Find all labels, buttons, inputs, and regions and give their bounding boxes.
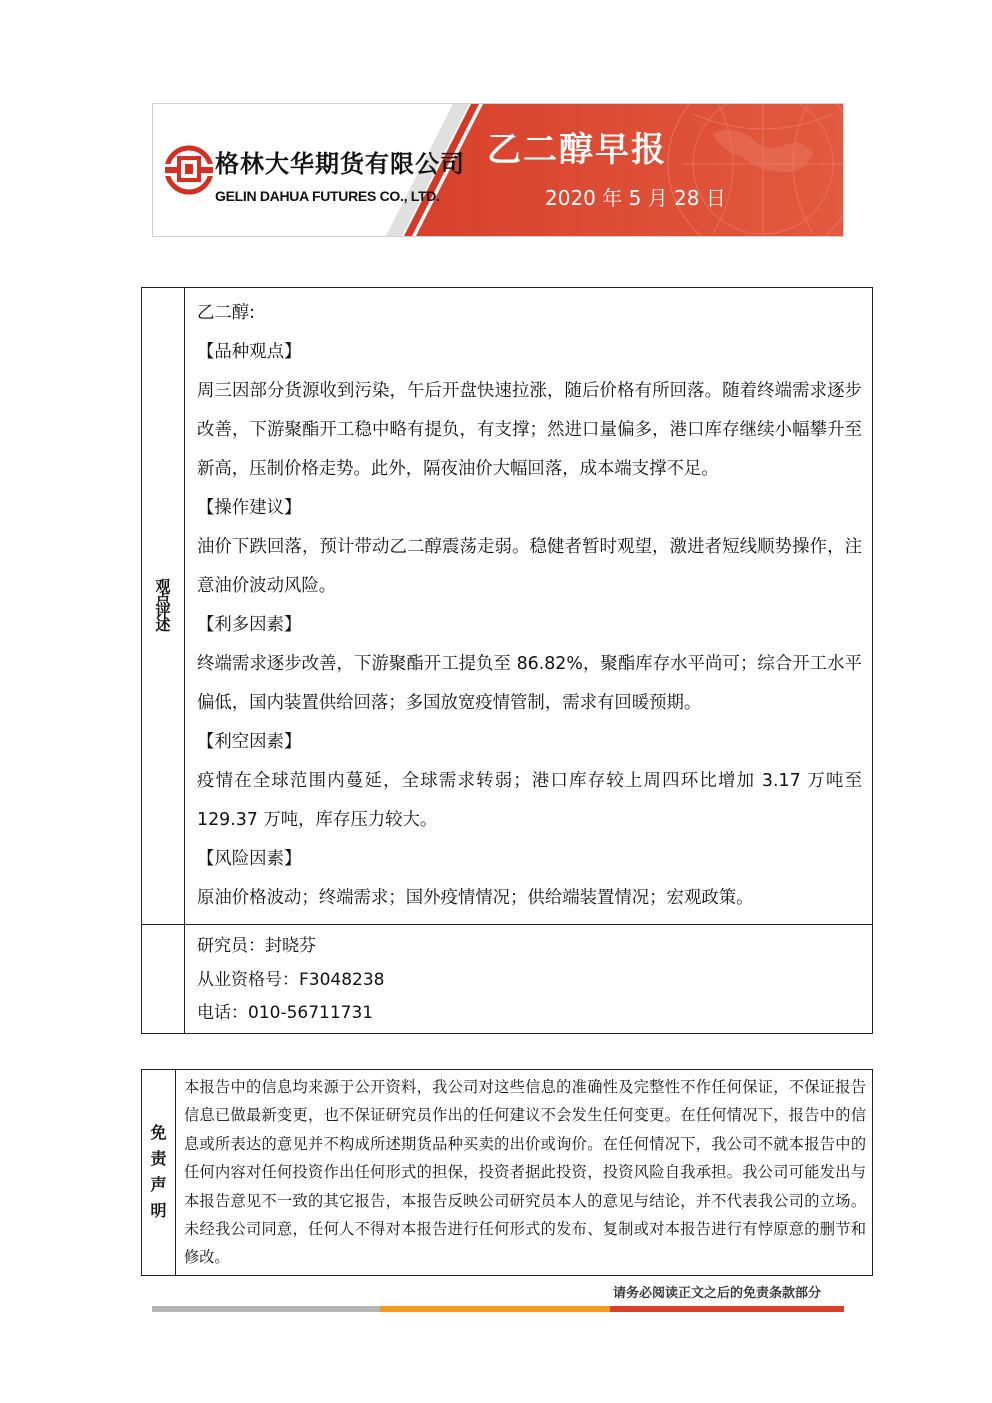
footer-note: 请务必阅读正文之后的免责条款部分 — [613, 1286, 822, 1301]
section-heading: 【操作建议】 — [197, 498, 302, 518]
product-intro: 乙二醇: — [197, 303, 256, 323]
disclaimer-text: 本报告中的信息均来源于公开资料，我公司对这些信息的准确性及完整性不作任何保证，不保证报告信息已做最新变更，也不保证研究员作出的任何建议不会发生任何变更。在任何情况下，报告中的信息或所表达的意见并不构成所述期货品种买卖的出价或询价。在任何情况下，我公司不就本报告中的任何内容对任何投资作出任何形式的担保，投资者据此投资，投资风险自我承担。我公司可能发出与本报告意见不一致的其它报告，本报告反映公司研究员本人的意见与结论，并不代表我公司的立场。未经我公司同意，任何人不得对本报告进行任何形式的发布、复制或对本报告进行有悖原意的删节和修改。 — [176, 1070, 873, 1276]
viewpoint-content — [185, 288, 873, 925]
section-body: 疫情在全球范围内蔓延，全球需求转弱；港口库存较上周四环比增加 3.17 万吨至 129.37 万吨，库存压力较大。 — [197, 771, 862, 830]
researcher-phone: 电话：010-56711731 — [197, 1003, 374, 1023]
section-body: 周三因部分货源收到污染，午后开盘快速拉涨，随后价格有所回落。随着终端需求逐步改善，下游聚酯开工稳中略有提负，有支撑；然进口量偏多，港口库存继续小幅攀升至新高，压制价格走势。此外，隔夜油价大幅回落，成本端支撑不足。 — [197, 381, 862, 479]
researcher-row — [142, 925, 873, 1034]
section-body: 油价下跌回落，预计带动乙二醇震荡走弱。稳健者暂时观望，激进者短线顺势操作，注意油价波动风险。 — [197, 537, 862, 596]
report-table — [141, 287, 873, 1034]
viewpoint-side-label: 观点评述 — [153, 578, 172, 630]
researcher-side-cell — [142, 925, 185, 1034]
researcher-info — [185, 925, 873, 1034]
viewpoint-row — [142, 288, 873, 925]
disclaimer-row — [142, 1070, 873, 1276]
section-heading: 【利多因素】 — [197, 615, 302, 635]
section-heading: 【风险因素】 — [197, 849, 302, 869]
researcher-license: 从业资格号：F3048238 — [197, 970, 385, 990]
company-name-en: GELIN DAHUA FUTURES CO., LTD. — [215, 188, 440, 204]
section-body: 原油价格波动；终端需求；国外疫情情况；供给端装置情况；宏观政策。 — [197, 888, 754, 908]
section-body: 终端需求逐步改善，下游聚酯开工提负至 86.82%，聚酯库存水平尚可；综合开工水平偏低，国内装置供给回落；多国放宽疫情管制，需求有回暖预期。 — [197, 654, 862, 713]
disclaimer-table — [141, 1069, 873, 1276]
disclaimer-side-cell — [142, 1070, 176, 1276]
viewpoint-side-cell — [142, 288, 185, 925]
footer-color-bar — [152, 1306, 844, 1312]
report-date: 2020 年 5 月 28 日 — [545, 186, 726, 210]
researcher-name: 研究员：封晓芬 — [197, 936, 316, 956]
company-name-cn: 格林大华期货有限公司 — [215, 150, 465, 178]
section-heading: 【品种观点】 — [197, 342, 302, 362]
gelin-dahua-logo-icon — [163, 134, 219, 204]
report-title: 乙二醇早报 — [487, 130, 667, 170]
section-heading: 【利空因素】 — [197, 732, 302, 752]
header-banner — [152, 103, 844, 237]
disclaimer-label: 免责声明 — [150, 1123, 167, 1221]
